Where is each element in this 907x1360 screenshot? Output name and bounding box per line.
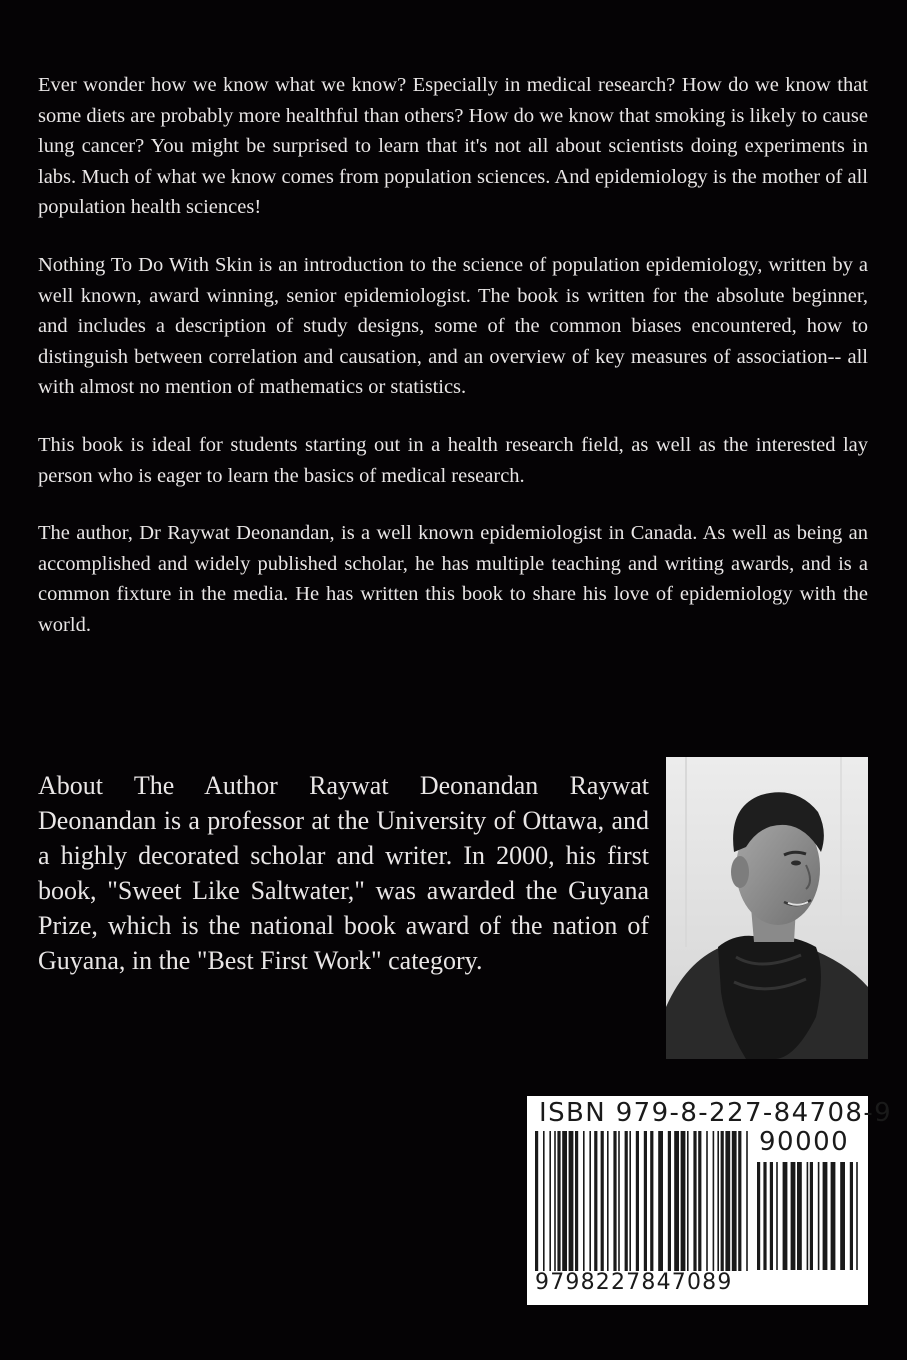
price-code: 90000 <box>759 1127 850 1157</box>
barcode-bar <box>770 1162 773 1270</box>
isbn-label: ISBN 979-8-227-84708-9 <box>539 1098 893 1128</box>
barcode-bar <box>557 1131 560 1271</box>
barcode-bar <box>732 1131 737 1271</box>
barcode-bar <box>738 1131 741 1271</box>
barcode-bar <box>840 1162 845 1270</box>
ean-digits: 9798227847089 <box>535 1270 733 1295</box>
barcode-bar <box>535 1131 538 1271</box>
barcode-bar <box>668 1131 671 1271</box>
barcode-bar <box>797 1162 802 1270</box>
barcode-bar <box>625 1131 628 1271</box>
barcode-bar <box>618 1131 620 1271</box>
barcode-bar <box>818 1162 820 1270</box>
barcode-bar <box>562 1131 567 1271</box>
barcode-bar <box>543 1131 545 1271</box>
barcode-bar <box>613 1131 616 1271</box>
barcode-bar <box>583 1131 585 1271</box>
barcode-bar <box>713 1131 715 1271</box>
barcode-bar <box>549 1131 551 1271</box>
barcode-bar <box>674 1131 679 1271</box>
barcode-bar <box>644 1131 647 1271</box>
barcode-bars <box>535 1131 753 1271</box>
barcode-bar <box>791 1162 796 1270</box>
author-portrait-image <box>666 757 868 1059</box>
barcode-bar <box>856 1162 858 1270</box>
barcode-bar <box>831 1162 836 1270</box>
barcode-bar <box>681 1131 686 1271</box>
barcode-bar <box>629 1131 631 1271</box>
barcode-bar <box>601 1131 604 1271</box>
barcode-bar <box>706 1131 708 1271</box>
barcode-bar <box>607 1131 609 1271</box>
barcode-bar <box>721 1131 724 1271</box>
author-photo <box>666 757 868 1059</box>
barcode-bar <box>746 1131 748 1271</box>
about-author-text: About The Author Raywat Deonandan Raywat Deonandan is a professor at the University of Ottawa, and a highly decorated scholar and writer. In 2000, his first book, "Sweet Like Saltwater," was awarded the Guyana Prize, which is the national book award of the nation of Guyana, in the "Best First Work" category. <box>38 771 649 975</box>
isbn-barcode <box>527 1096 893 1305</box>
blurb-paragraph-2: Nothing To Do With Skin is an introduction to the science of population epidemiology, written by a well known, award winning, senior epidemiologist. The book is written for the absolute beginner, and includes a description of study designs, some of the common biases encountered, how to distinguish between correlation and causation, and an overview of key measures of association-- all with almost no mention of mathematics or statistics. <box>38 253 868 399</box>
barcode-bar <box>693 1131 696 1271</box>
barcode-bar <box>687 1131 689 1271</box>
barcode-bar <box>569 1131 574 1271</box>
barcode-bar <box>698 1131 701 1271</box>
barcode-bar <box>850 1162 853 1270</box>
blurb-text <box>38 70 868 668</box>
barcode-bar <box>810 1162 813 1270</box>
barcode-bar <box>757 1162 760 1270</box>
barcode-bar <box>650 1131 653 1271</box>
barcode-bar <box>589 1131 591 1271</box>
barcode-bar <box>783 1162 788 1270</box>
blurb-paragraph-1: Ever wonder how we know what we know? Especially in medical research? How do we know that some diets are probably more healthful than others? How do we know that smoking is likely to cause lung cancer? You might be surprised to learn that it's not all about scientists doing experiments in labs. Much of what we know comes from population sciences. And epidemiology is the mother of all population health sciences! <box>38 74 868 219</box>
addon-barcode-bars <box>757 1162 861 1270</box>
blurb-paragraph-3: This book is ideal for students starting out in a health research field, as well as the interested lay person who is eager to learn the basics of medical research. <box>38 433 868 487</box>
barcode-bar <box>554 1131 556 1271</box>
barcode-bar <box>725 1131 730 1271</box>
barcode-bar <box>636 1131 639 1271</box>
barcode-bar <box>594 1131 597 1271</box>
barcode-bar <box>717 1131 719 1271</box>
barcode-bar <box>807 1162 809 1270</box>
barcode-bar <box>823 1162 828 1270</box>
blurb-paragraph-4: The author, Dr Raywat Deonandan, is a well known epidemiologist in Canada. As well as being an accomplished and widely published scholar, he has multiple teaching and writing awards, and is a common fixture in the media. He has written this book to share his love of epidemiology with the world. <box>38 522 868 636</box>
barcode-bar <box>658 1131 663 1271</box>
barcode-bar <box>763 1162 766 1270</box>
barcode-bar <box>575 1131 578 1271</box>
barcode-bar <box>776 1162 778 1270</box>
